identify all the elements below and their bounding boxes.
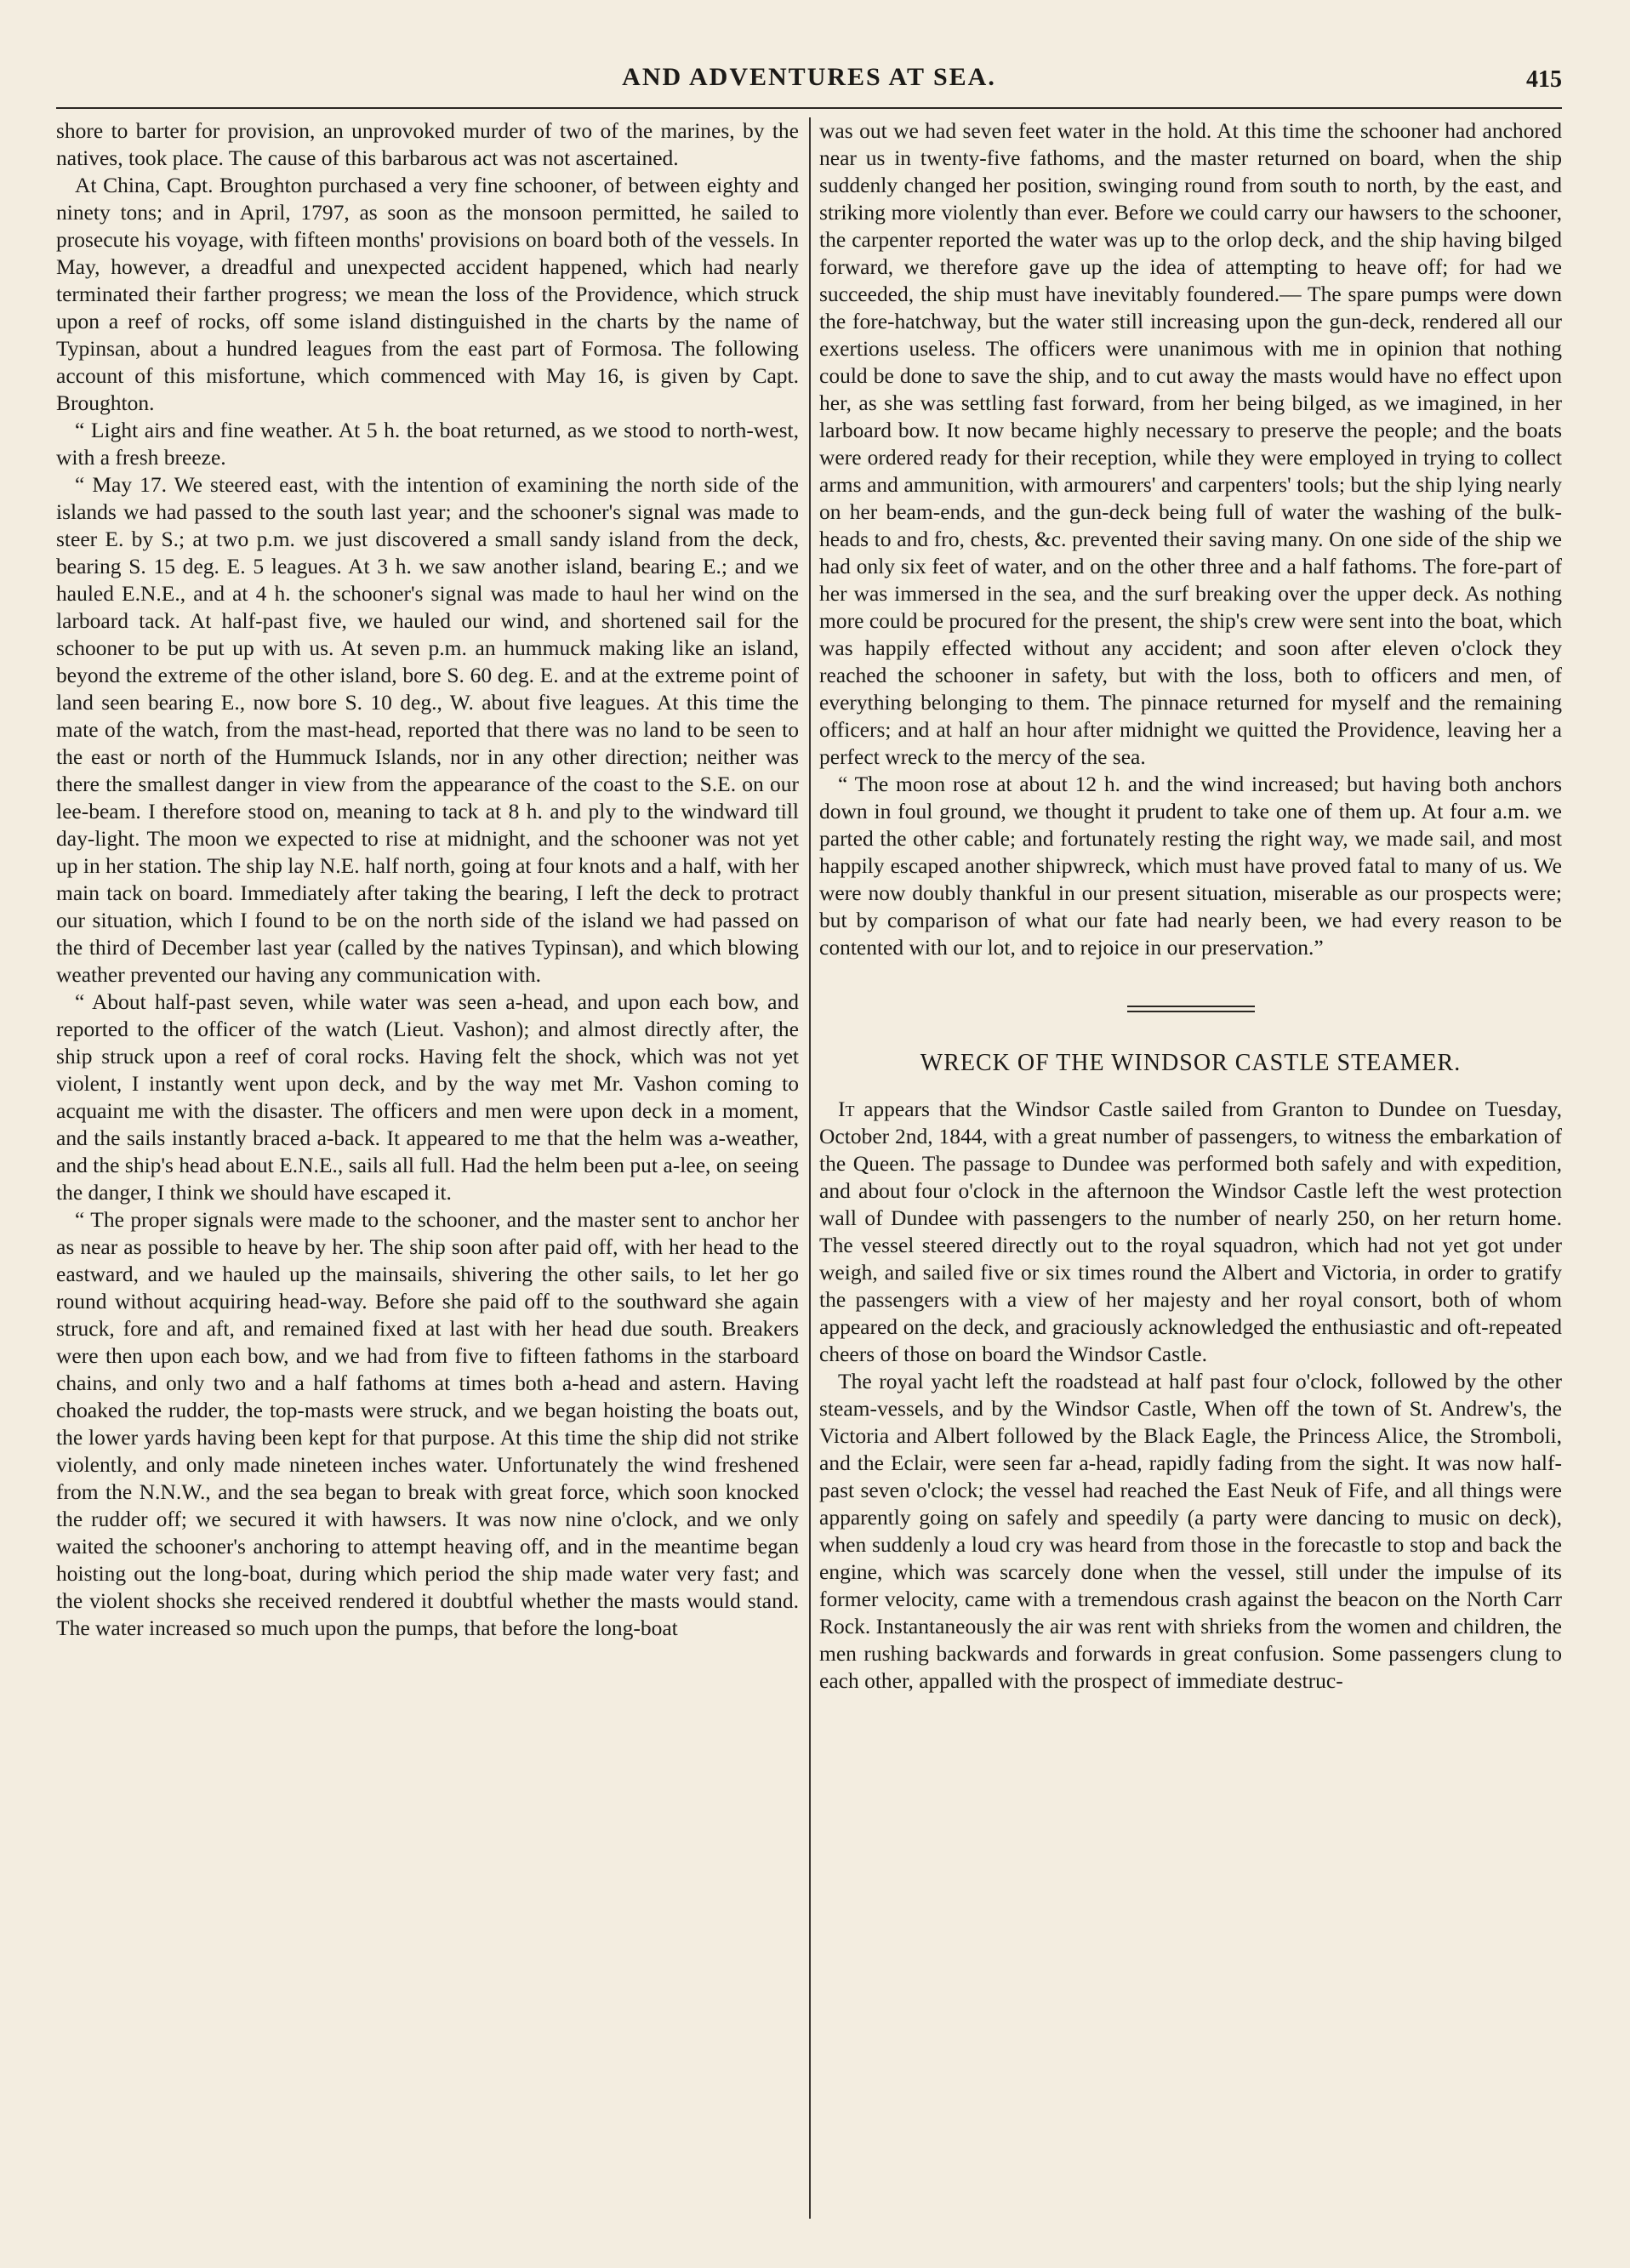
opening-word: It [838,1097,855,1121]
paragraph [819,1096,1562,1368]
section-heading: WRECK OF THE WINDSOR CASTLE STEAMER. [920,1050,1462,1076]
page-number: 415 [1526,66,1562,93]
paragraph: “ The moon rose at about 12 h. and the wind increased; but having both anchors down in foul ground, we thought it prudent to take one of them up. At four a.m. we parted the other cable; and fortunately resting the right way, we made sail, and most happily escaped another shipwreck, which must have proved fatal to many of us. We were now doubly thankful in our present situation, miserable as our prospects were; but by comparison of what our fate had nearly been, we had every reason to be contented with our lot, and to rejoice in our preservation.” [819,772,1562,960]
paragraph: The royal yacht left the roadstead at half past four o'clock, followed by the other steam-vessels, and by the Windsor Castle, When off the town of St. Andrew's, the Victoria and Albert followed by the Black Eagle, the Princess Alice, the Stromboli, and the Eclair, were seen far a-head, rapidly fading from the sight. It was now half-past seven o'clock; the vessel had reached the East Neuk of Fife, and all things were apparently going on safely and speedily (a party were dancing to music on deck), when suddenly a loud cry was heard from those in the forecastle to stop and back the engine, which was scarcely done when the vessel, still under the impulse of its former velocity, came with a tremendous crash against the beacon on the North Carr Rock. Instantaneously the air was rent with shrieks from the women and children, the men rushing backwards and forwards in great confusion. Some passengers clung to each other, appalled with the prospect of immediate destruc- [819,1369,1562,1693]
paragraph: “ About half-past seven, while water was seen a-head, and upon each bow, and reported to the officer of the watch (Lieut. Vashon); and almost directly after, the ship struck upon a reef of coral rocks. Having felt the shock, which was not yet violent, I instantly went upon deck, and by the way met Mr. Vashon coming to acquaint me with the disaster. The officers and men were upon deck in a moment, and the sails instantly braced a-back. It appeared to me that the helm was a-weather, and the ship's head about E.N.E., sails all full. Had the helm been put a-lee, on seeing the danger, I think we should have escaped it. [56,989,799,1205]
paragraph: was out we had seven feet water in the hold. At this time the schooner had anchored near us in twenty-five fathoms, and the master returned on board, when the ship suddenly changed her position, swinging round from south to north, by the east, and striking more violently than ever. Before we could carry our hawsers to the schooner, the carpenter reported the water was up to the orlop deck, and the ship having bilged forward, we therefore gave up the idea of attempting to heave off; for had we succeeded, the ship must have inevitably foundered.— The spare pumps were down the fore-hatchway, but the water still increasing upon the gun-deck, rendered all our exertions useless. The officers were unanimous with me in opinion that nothing could be done to save the ship, and to cut away the masts would have no effect upon her, as she was settling fast forward, from her being bilged, as we imagined, in her larboard bow. It now became highly necessary to preserve the people; and the boats were ordered ready for their reception, while they were employed in trying to collect arms and ammunition, with armourers' and carpenters' tools; but the ship lying nearly on her beam-ends, and the gun-deck being full of water the washing of the bulk-heads to and fro, chests, &c. prevented their saving many. On one side of the ship we had only six feet of water, and on the other three and a half fathoms. The fore-part of her was immersed in the sea, and the surf breaking over the upper deck. As nothing more could be procured for the present, the ship's crew were sent into the boat, which was happily effected without any accident; and soon after eleven o'clock they reached the schooner in safety, but with the loss, both to officers and men, of everything belonging to them. The pinnace returned for myself and the remaining officers; and at half an hour after midnight we quitted the Providence, leaving her a perfect wreck to the mercy of the sea. [819,118,1562,769]
opening-text: appears that the Windsor Castle sailed from Granton to Dundee on Tuesday, October 2nd, 1844, with a great number of passengers, to witness the embarkation of the Queen. The passage to Dundee was performed both safely and with expedition, and about four o'clock in the afternoon the Windsor Castle left the west protection wall of Dundee with passengers to the number of nearly 250, on her return home. The vessel steered directly out to the royal squadron, which had not yet got under weigh, and sailed five or six times round the Albert and Victoria, in order to gratify the passengers with a view of her majesty and her royal consort, both of whom appeared on the deck, and graciously acknowledged the enthusiastic and oft-repeated cheers of those on board the Windsor Castle. [819,1097,1562,1366]
section-divider-ornament [1127,1006,1255,1012]
paragraph: “ Light airs and fine weather. At 5 h. the boat returned, as we stood to north-west, with a fresh breeze. [56,418,799,470]
left-column [56,117,809,2219]
paragraph: “ The proper signals were made to the schooner, and the master sent to anchor her as near as possible to heave by her. The ship soon after paid off, with her head to the eastward, and we hauled up the mainsails, shivering the other sails, to let her go round without acquiring head-way. Before she paid off to the southward she again struck, fore and aft, and remained fixed at last with her head due south. Breakers were then upon each bow, and we had from five to fifteen fathoms in the starboard chains, and only two and a half fathoms at times both a-head and astern. Having choaked the rudder, the top-masts were struck, and we began hoisting the boats out, the lower yards having been kept for that purpose. At this time the ship did not strike violently, and only made nineteen inches water. Unfortunately the wind freshened from the N.N.W., and the sea began to break with great force, which soon knocked the rudder off; we secured it with hawsers. It was now nine o'clock, and we only waited the schooner's anchoring to attempt heaving off, and in the meantime began hoisting out the long-boat, during which period the ship made water very fast; and the violent shocks she received rendered it doubtful whether the masts would stand. The water increased so much upon the pumps, that before the long-boat [56,1207,799,1640]
right-column [809,117,1562,2219]
running-head: AND ADVENTURES AT SEA. [622,63,996,91]
paragraph: shore to barter for provision, an unprovoked murder of two of the marines, by the natives, took place. The cause of this barbarous act was not ascertained. [56,118,799,170]
paragraph: “ May 17. We steered east, with the intention of examining the north side of the islands we had passed to the south last year; and the schooner's signal was made to steer E. by S.; at two p.m. we just discovered a small sandy island from the deck, bearing S. 15 deg. E. 5 leagues. At 3 h. we saw another island, bearing E.; and we hauled E.N.E., and at 4 h. the schooner's signal was made to haul her wind on the larboard tack. At half-past five, we hauled our wind, and shortened sail for the schooner to be put up with us. At seven p.m. an hummuck making like an island, beyond the extreme of the other island, bore S. 60 deg. E. and at the extreme point of land seen bearing E., now bore S. 10 deg., W. about five leagues. At this time the mate of the watch, from the mast-head, reported that there was no land to be seen to the east or north of the Hummuck Islands, nor in any other direction; neither was there the smallest danger in view from the appearance of the coast to the S.E. on our lee-beam. I therefore stood on, meaning to tack at 8 h. and ply to the windward till day-light. The moon we expected to rise at midnight, and the schooner was not yet up in her station. The ship lay N.E. half north, going at four knots and a half, with her main tack on board. Immediately after taking the bearing, I left the deck to protract our situation, which I found to be on the north side of the island we had passed on the third of December last year (called by the natives Typinsan), and which blowing weather prevented our having any communication with. [56,472,799,987]
page-header [56,60,1562,109]
text-columns [56,117,1562,2219]
column-divider [809,117,811,2219]
paragraph: At China, Capt. Broughton purchased a very fine schooner, of between eighty and ninety tons; and in April, 1797, as soon as the monsoon permitted, he sailed to prosecute his voyage, with fifteen months' provisions on board both of the vessels. In May, however, a dreadful and unexpected accident happened, which had nearly terminated their farther progress; we mean the loss of the Providence, which struck upon a reef of rocks, off some island distinguished in the charts by the name of Typinsan, about a hundred leagues from the east part of Formosa. The following account of this misfortune, which commenced with May 16, is given by Capt. Broughton. [56,173,799,415]
